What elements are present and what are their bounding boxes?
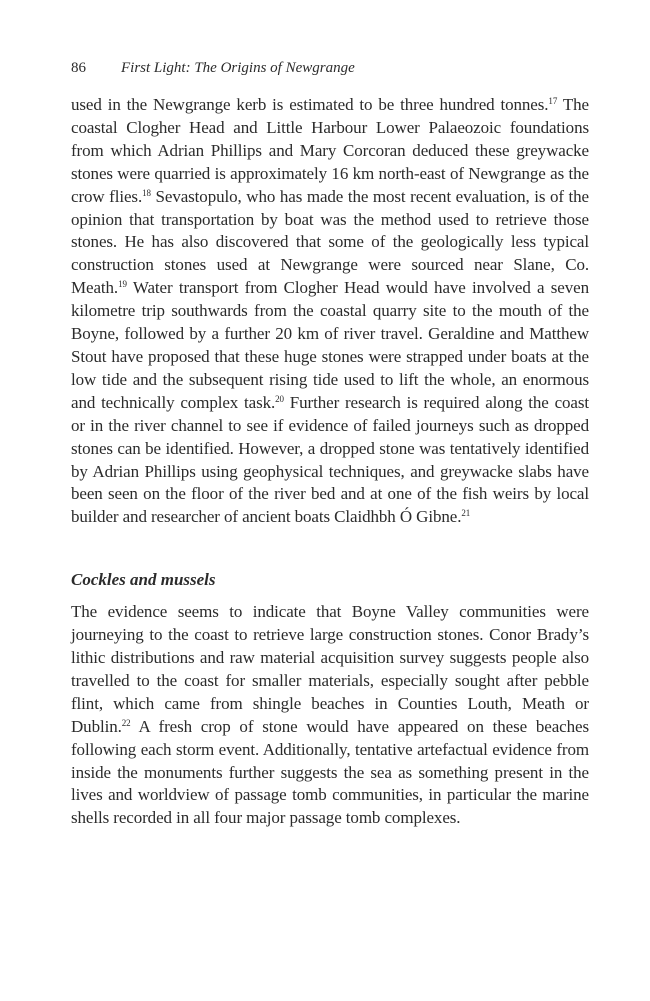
text-segment: The coastal Clogher Head and Little Harbour Lower Palaeozoic foundations from which Adrian Phillips and Mary Corcoran deduced these greywacke stones were quarried is approximately 16 km north-east of Newgrange as the crow flies. bbox=[71, 95, 589, 206]
book-page bbox=[71, 58, 589, 830]
footnote-ref-19[interactable]: 19 bbox=[118, 279, 127, 290]
body-paragraph-2 bbox=[71, 601, 589, 830]
footnote-ref-17[interactable]: 17 bbox=[548, 96, 558, 106]
text-segment: Sevastopulo, who has made the most recent evaluation, is of the opinion that transportation by boat was the method used to retrieve those stones. He has also discovered that some of the geologically less typical construction stones used at Newgrange were sourced near Slane, Co. Meath. bbox=[71, 186, 589, 298]
text-segment: A fresh crop of stone would have appeared on these beaches following each storm event. Additionally, tentative artefactual evidence from inside the monuments further suggests the sea as something present in the lives and worldview of passage tomb communities, in particular the marine shells recorded in all four major passage tomb complexes. bbox=[71, 716, 589, 828]
text-segment: used in the Newgrange kerb is estimated to be three hundred tonnes. bbox=[71, 95, 549, 114]
text-segment: Water transport from Clogher Head would have involved a seven kilometre trip southwards from the coastal quarry site to the mouth of the Boyne, followed by a further 20 km of river travel. Geraldine and Matthew Stout have proposed that these huge stones were strapped under boats at the low tide and the subsequent rising tide used to lift the whole, an enormous and technically complex task. bbox=[71, 278, 589, 412]
footnote-ref-20[interactable]: 20 bbox=[275, 393, 284, 404]
footnote-ref-18[interactable]: 18 bbox=[142, 187, 151, 198]
body-paragraph-1 bbox=[71, 94, 589, 529]
footnote-ref-22[interactable]: 22 bbox=[121, 717, 131, 728]
running-head bbox=[71, 58, 589, 78]
text-segment: The evidence seems to indicate that Boyne Valley communities were journeying to the coast to retrieve large construction stones. Conor Brady’s lithic distributions and raw material acquisition survey suggests people also travelled to the coast for smaller materials, especially sought after pebble flint, which came from shingle beaches in Counties Louth, Meath or Dublin. bbox=[71, 602, 589, 736]
footnote-ref-21[interactable]: 21 bbox=[461, 508, 471, 519]
book-title: First Light: The Origins of Newgrange bbox=[121, 60, 355, 76]
page-number: 86 bbox=[71, 60, 86, 76]
section-heading: Cockles and mussels bbox=[71, 570, 216, 590]
text-segment: Further research is required along the coast or in the river channel to see if evidence of failed journeys such as dropped stones can be identified. However, a dropped stone was tentatively identified by Adrian Phillips using geophysical techniques, and greywacke slabs have been seen on the floor of the river bed and at one of the fish weirs by local builder and researcher of ancient boats Claidhbh Ó Gibne. bbox=[71, 392, 589, 527]
